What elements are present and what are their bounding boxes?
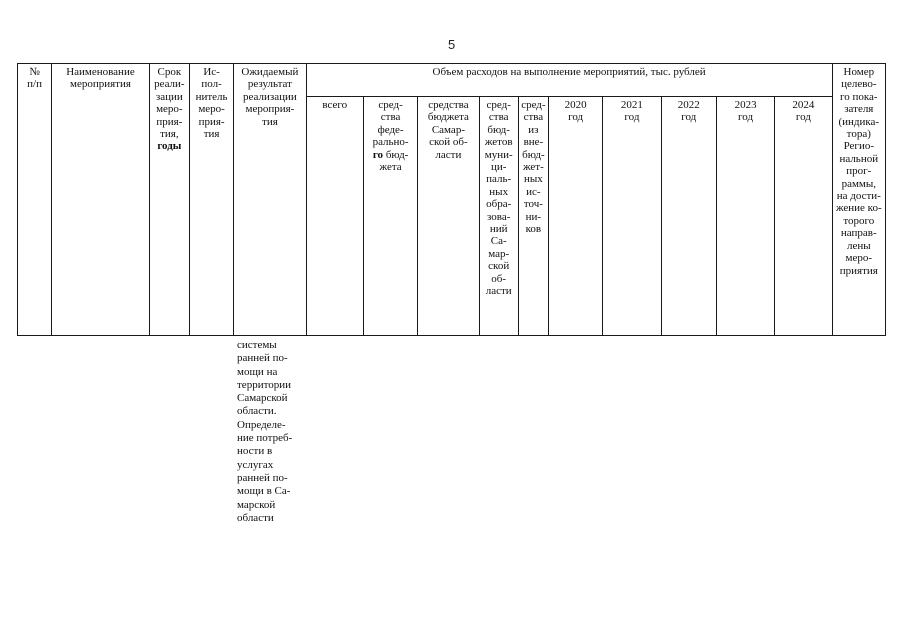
col-municipal-line: ных — [489, 185, 509, 198]
col-name-line: Наименование — [66, 66, 135, 78]
col-indicator-line: нальной — [839, 152, 879, 165]
col-regional-line: бюджета — [427, 111, 469, 124]
col-municipal-line: ской — [488, 260, 510, 273]
col-municipal-line: жетов — [484, 136, 513, 149]
col-municipal-line: паль- — [486, 173, 512, 186]
col-result-line: реализации — [243, 90, 297, 103]
col-number-line: п/п — [27, 78, 43, 91]
col-extrabudget-line: ных — [523, 173, 543, 186]
col-executor-line: пол- — [201, 78, 222, 91]
col-year-2020 — [548, 97, 602, 336]
year-value: 2022 — [677, 99, 700, 111]
col-indicator-line: зателя — [844, 103, 874, 116]
col-municipal-line: ласти — [485, 285, 512, 298]
col-extrabudget-line: ни- — [525, 210, 542, 223]
continuation-line: Самарской — [237, 392, 288, 405]
col-federal-line: жета — [379, 161, 402, 174]
col-indicator-line: целево- — [841, 78, 877, 91]
col-federal-line: ства — [380, 111, 401, 124]
continuation-line: ранней по- — [237, 471, 288, 484]
col-year-2023 — [716, 97, 774, 336]
col-executor-line: Ис- — [203, 66, 220, 78]
year-value: 2024 — [792, 99, 815, 111]
year-value: 2023 — [734, 99, 757, 111]
col-extrabudget-line: ства — [523, 111, 544, 124]
col-municipal-line: мар- — [488, 247, 510, 260]
col-indicator-line: торого — [843, 214, 875, 227]
col-extrabudget-line: точ- — [523, 198, 543, 211]
col-name — [52, 64, 150, 336]
col-indicator-line: жение ко- — [835, 202, 882, 215]
col-federal-line: феде- — [377, 123, 404, 136]
col-term — [149, 64, 189, 336]
col-regional — [418, 97, 479, 336]
col-federal-bold: го — [372, 148, 384, 161]
result-continuation-text — [237, 339, 306, 525]
continuation-line: области — [237, 511, 274, 524]
year-suffix: год — [624, 111, 640, 124]
col-federal-line: рально- — [372, 136, 409, 149]
col-expenses-group: Объем расходов на выполнение мероприятий, тыс. рублей — [306, 64, 832, 97]
year-suffix: год — [681, 111, 697, 124]
continuation-line: марской — [237, 498, 276, 511]
col-indicator-line: (индика- — [838, 115, 880, 128]
continuation-line: Определе- — [237, 418, 286, 431]
col-federal-line: бюд- — [383, 148, 409, 161]
col-number-line: № — [29, 66, 40, 78]
col-municipal-line: бюд- — [487, 123, 510, 136]
col-indicator-line: раммы, — [841, 177, 877, 190]
continuation-line: услугах — [237, 458, 274, 471]
col-year-2021 — [603, 97, 661, 336]
col-extrabudget-line: жет- — [522, 161, 544, 174]
col-result-line: результат — [247, 78, 292, 91]
continuation-line: области. — [237, 405, 277, 418]
col-municipal-line: сред- — [486, 99, 511, 111]
page-number: 5 — [448, 37, 456, 52]
col-municipal-line: зова- — [487, 210, 511, 223]
year-suffix: год — [568, 111, 584, 124]
col-municipal-line: об- — [491, 272, 507, 285]
col-municipal — [479, 97, 518, 336]
col-indicator — [832, 64, 885, 336]
year-value: 2020 — [564, 99, 587, 111]
col-municipal-line: ства — [488, 111, 509, 124]
col-executor-line: меро- — [198, 103, 225, 116]
expenses-table-header — [17, 63, 886, 336]
col-year-2022 — [661, 97, 716, 336]
col-number — [18, 64, 52, 336]
col-term-years: годы — [157, 140, 182, 153]
col-executor-line: нитель — [195, 90, 228, 103]
col-extrabudget-line: сред- — [521, 99, 546, 111]
continuation-line: ние потреб- — [237, 432, 293, 445]
col-result-line: Ожидаемый — [241, 66, 299, 78]
col-extrabudget-line: вне- — [523, 136, 544, 149]
col-result — [234, 64, 306, 336]
col-indicator-line: приятия — [839, 264, 878, 277]
col-municipal-line: обра- — [486, 198, 512, 211]
col-name-line: мероприятия — [69, 78, 131, 91]
col-executor — [189, 64, 233, 336]
col-indicator-line: на дости- — [836, 190, 881, 203]
col-term-line: тия, — [160, 128, 179, 141]
col-term-line: реали- — [154, 78, 185, 91]
col-indicator-line: Регио- — [843, 140, 874, 153]
year-suffix: год — [795, 111, 811, 124]
col-extrabudget-line: ков — [525, 223, 542, 236]
col-regional-line: ской об- — [429, 136, 468, 149]
col-regional-line: Самар- — [431, 123, 465, 136]
continuation-line: ранней по- — [237, 352, 288, 365]
col-term-line: прия- — [156, 115, 183, 128]
col-term-line: Срок — [157, 66, 182, 78]
col-federal-line: сред- — [378, 99, 403, 111]
col-indicator-line: лены — [846, 239, 871, 252]
col-indicator-line: го пока- — [839, 90, 878, 103]
continuation-line: мощи в Са- — [237, 485, 291, 498]
col-municipal-line: Са- — [490, 235, 507, 248]
col-municipal-line: ци- — [490, 161, 507, 174]
col-regional-line: ласти — [435, 148, 462, 161]
col-indicator-line: тора) — [846, 128, 871, 141]
continuation-line: территории — [237, 378, 292, 391]
col-year-2024 — [775, 97, 832, 336]
year-suffix: год — [738, 111, 754, 124]
col-term-line: меро- — [156, 103, 183, 116]
continuation-line: мощи на — [237, 365, 278, 378]
col-result-line: тия — [262, 115, 278, 128]
col-federal — [363, 97, 417, 336]
col-indicator-line: меро- — [845, 252, 873, 265]
col-executor-line: прия- — [198, 115, 225, 128]
col-municipal-line: муни- — [484, 148, 513, 161]
col-term-line: зации — [155, 90, 183, 103]
continuation-line: системы — [237, 339, 277, 351]
col-result-line: мероприя- — [245, 103, 295, 116]
col-executor-line: тия — [203, 128, 220, 141]
col-indicator-line: направ- — [840, 227, 877, 240]
col-extrabudget — [518, 97, 548, 336]
col-total: всего — [306, 97, 363, 336]
col-extrabudget-line: из — [528, 123, 539, 136]
col-extrabudget-line: бюд- — [522, 148, 545, 161]
year-value: 2021 — [620, 99, 643, 111]
col-municipal-line: ний — [489, 223, 508, 236]
col-indicator-line: прог- — [846, 165, 872, 178]
col-extrabudget-line: ис- — [526, 185, 541, 198]
col-indicator-line: Номер — [843, 66, 875, 78]
continuation-line: ности в — [237, 445, 273, 458]
col-regional-line: средства — [428, 99, 469, 111]
